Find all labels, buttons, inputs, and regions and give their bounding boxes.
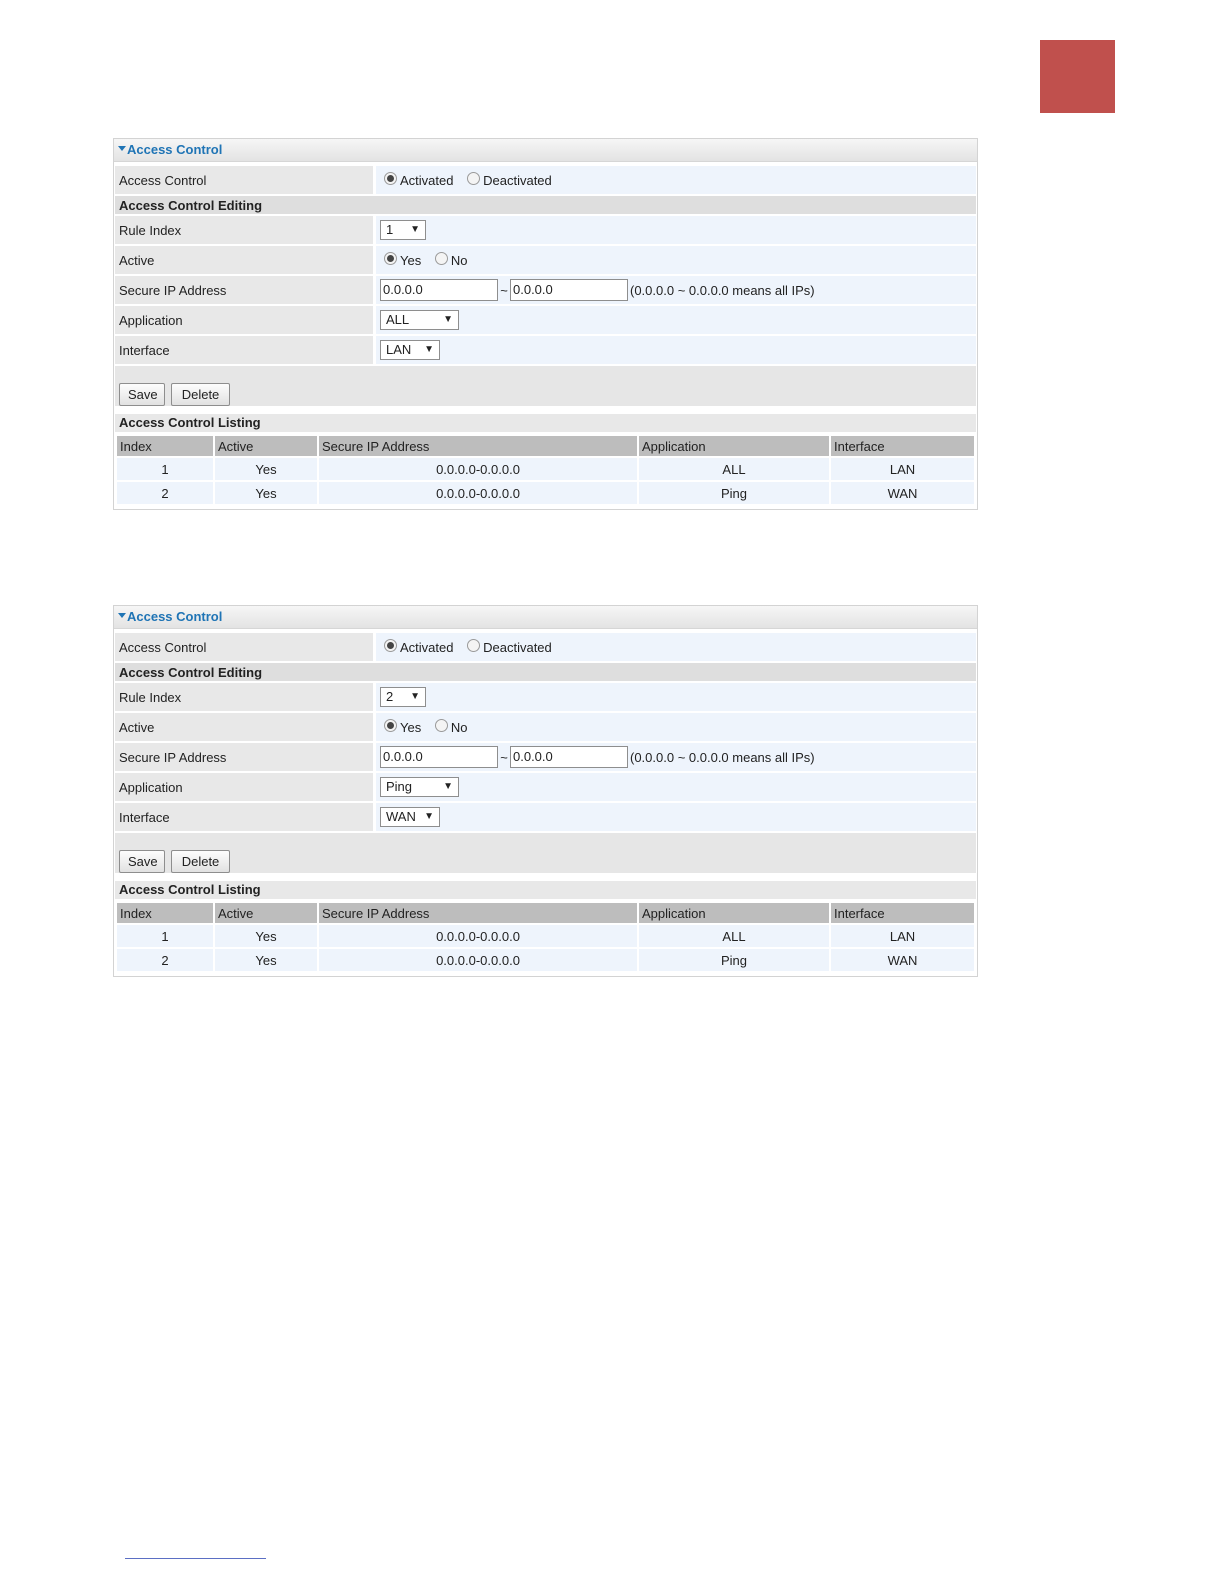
- active-no-radio[interactable]: [435, 719, 448, 732]
- table-row[interactable]: [117, 925, 974, 947]
- secure-ip-to-input[interactable]: 0.0.0.0: [510, 746, 628, 768]
- column-header-secure-ip: Secure IP Address: [319, 903, 637, 923]
- deactivated-label: Deactivated: [483, 640, 552, 656]
- cell-secure-ip: 0.0.0.0-0.0.0.0: [319, 925, 637, 947]
- editing-section-title: Access Control Editing: [115, 663, 976, 681]
- column-header-active: Active: [215, 903, 317, 923]
- cell-interface: WAN: [831, 482, 974, 504]
- ip-range-separator: ~: [500, 749, 508, 765]
- listing-title: Access Control Listing: [115, 414, 976, 432]
- cell-index: 1: [117, 925, 213, 947]
- column-header-application: Application: [639, 903, 829, 923]
- dropdown-arrow-icon: ▼: [424, 344, 434, 355]
- column-header-active: Active: [215, 436, 317, 456]
- ip-range-hint: (0.0.0.0 ~ 0.0.0.0 means all IPs): [630, 749, 815, 765]
- access-control-label: Access Control: [115, 166, 373, 194]
- cell-index: 2: [117, 482, 213, 504]
- cell-active: Yes: [215, 949, 317, 971]
- corner-color-block: [1040, 40, 1115, 113]
- column-header-secure-ip: Secure IP Address: [319, 436, 637, 456]
- deactivated-radio[interactable]: [467, 172, 480, 185]
- panel-header[interactable]: [114, 139, 977, 162]
- activated-radio[interactable]: [384, 639, 397, 652]
- application-select[interactable]: Ping ▼: [380, 777, 459, 797]
- delete-button[interactable]: Delete: [171, 850, 230, 873]
- dropdown-arrow-icon: ▼: [424, 811, 434, 822]
- secure-ip-label: Secure IP Address: [115, 276, 373, 304]
- interface-label: Interface: [115, 803, 373, 831]
- secure-ip-label: Secure IP Address: [115, 743, 373, 771]
- active-yes-label: Yes: [400, 720, 422, 736]
- active-no-label: No: [450, 253, 468, 269]
- save-button[interactable]: Save: [119, 383, 165, 406]
- active-no-label: No: [450, 720, 468, 736]
- access-control-panel-2: [113, 605, 978, 977]
- column-header-interface: Interface: [831, 436, 974, 456]
- cell-secure-ip: 0.0.0.0-0.0.0.0: [319, 458, 637, 480]
- cell-application: ALL: [639, 925, 829, 947]
- cell-interface: LAN: [831, 925, 974, 947]
- collapse-triangle-icon[interactable]: [118, 146, 126, 151]
- delete-button[interactable]: Delete: [171, 383, 230, 406]
- cell-application: ALL: [639, 458, 829, 480]
- table-row[interactable]: [117, 949, 974, 971]
- active-yes-radio[interactable]: [384, 252, 397, 265]
- cell-active: Yes: [215, 458, 317, 480]
- deactivated-label: Deactivated: [483, 173, 552, 189]
- cell-application: Ping: [639, 949, 829, 971]
- column-header-index: Index: [117, 903, 213, 923]
- secure-ip-to-input[interactable]: 0.0.0.0: [510, 279, 628, 301]
- active-label: Active: [115, 246, 373, 274]
- cell-interface: WAN: [831, 949, 974, 971]
- access-control-form: [115, 631, 976, 833]
- cell-active: Yes: [215, 925, 317, 947]
- access-control-listing-table: [115, 434, 976, 506]
- cell-active: Yes: [215, 482, 317, 504]
- active-yes-label: Yes: [400, 253, 422, 269]
- button-row: [115, 366, 976, 406]
- panel-title: Access Control: [127, 142, 223, 157]
- cell-index: 1: [117, 458, 213, 480]
- ip-range-hint: (0.0.0.0 ~ 0.0.0.0 means all IPs): [630, 282, 815, 298]
- collapse-triangle-icon[interactable]: [118, 613, 126, 618]
- cell-index: 2: [117, 949, 213, 971]
- application-label: Application: [115, 306, 373, 334]
- cell-secure-ip: 0.0.0.0-0.0.0.0: [319, 949, 637, 971]
- rule-index-label: Rule Index: [115, 683, 373, 711]
- dropdown-arrow-icon: ▼: [410, 691, 420, 702]
- listing-title: Access Control Listing: [115, 881, 976, 899]
- interface-select[interactable]: WAN ▼: [380, 807, 440, 827]
- panel-title: Access Control: [127, 609, 223, 624]
- access-control-form: [115, 164, 976, 366]
- table-row[interactable]: [117, 458, 974, 480]
- secure-ip-from-input[interactable]: 0.0.0.0: [380, 746, 498, 768]
- activated-label: Activated: [400, 640, 454, 656]
- cell-interface: LAN: [831, 458, 974, 480]
- access-control-label: Access Control: [115, 633, 373, 661]
- interface-select[interactable]: LAN ▼: [380, 340, 440, 360]
- secure-ip-from-input[interactable]: 0.0.0.0: [380, 279, 498, 301]
- active-no-radio[interactable]: [435, 252, 448, 265]
- save-button[interactable]: Save: [119, 850, 165, 873]
- column-header-interface: Interface: [831, 903, 974, 923]
- active-label: Active: [115, 713, 373, 741]
- dropdown-arrow-icon: ▼: [443, 781, 453, 792]
- footer-link-underline: [125, 1558, 266, 1559]
- editing-section-title: Access Control Editing: [115, 196, 976, 214]
- dropdown-arrow-icon: ▼: [443, 314, 453, 325]
- deactivated-radio[interactable]: [467, 639, 480, 652]
- button-row: [115, 833, 976, 873]
- column-header-index: Index: [117, 436, 213, 456]
- activated-radio[interactable]: [384, 172, 397, 185]
- column-header-application: Application: [639, 436, 829, 456]
- interface-label: Interface: [115, 336, 373, 364]
- ip-range-separator: ~: [500, 282, 508, 298]
- active-yes-radio[interactable]: [384, 719, 397, 732]
- cell-secure-ip: 0.0.0.0-0.0.0.0: [319, 482, 637, 504]
- table-row[interactable]: [117, 482, 974, 504]
- application-label: Application: [115, 773, 373, 801]
- activated-label: Activated: [400, 173, 454, 189]
- rule-index-select[interactable]: 1 ▼: [380, 220, 426, 240]
- cell-application: Ping: [639, 482, 829, 504]
- rule-index-select[interactable]: 2 ▼: [380, 687, 426, 707]
- application-select[interactable]: ALL ▼: [380, 310, 459, 330]
- access-control-panel-1: [113, 138, 978, 510]
- dropdown-arrow-icon: ▼: [410, 224, 420, 235]
- panel-header[interactable]: [114, 606, 977, 629]
- rule-index-label: Rule Index: [115, 216, 373, 244]
- access-control-listing-table: [115, 901, 976, 973]
